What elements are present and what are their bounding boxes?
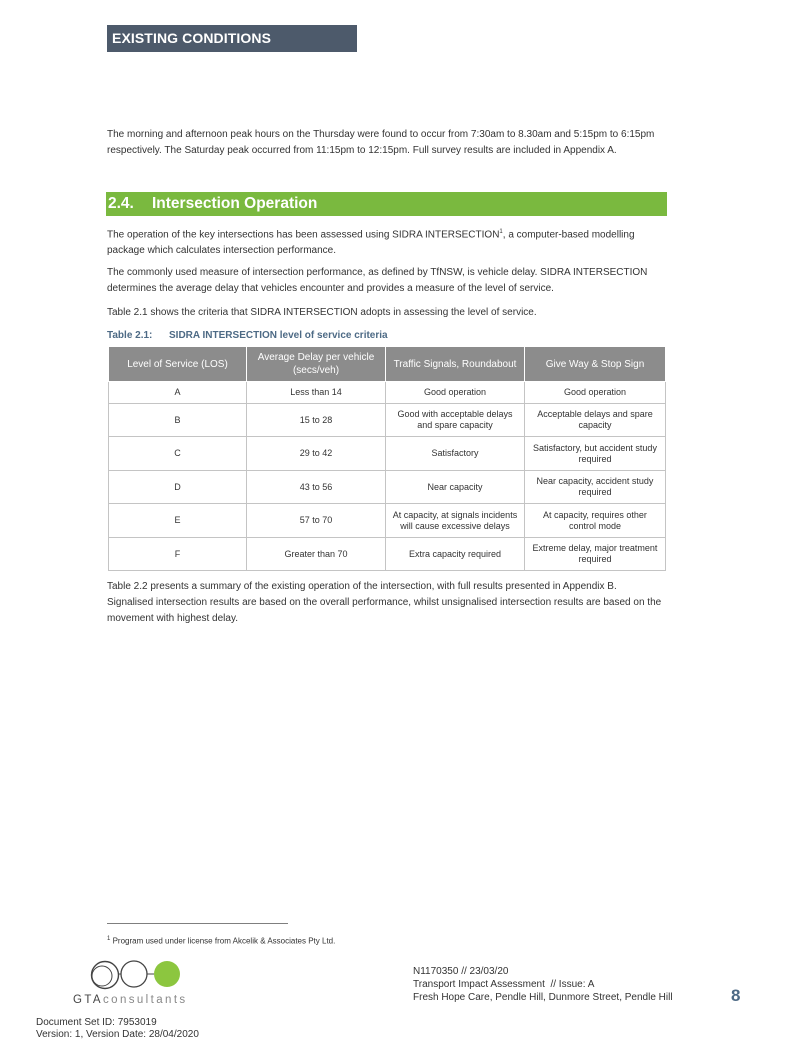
section-heading [106,192,667,216]
section-heading-number: 2.4. [108,195,134,212]
cell-los: B [109,404,247,437]
paragraph-sidra-operation [107,224,662,259]
logo-wordmark-light: consultants [103,994,188,1006]
logo-wordmark [73,994,188,1006]
footnote-reference[interactable]: 1 [499,229,503,235]
document-set-info [36,1017,199,1041]
cell-los: F [109,538,247,571]
cell-give-way: Extreme delay, major treatment required [525,538,666,571]
paragraph-summary: Table 2.2 presents a summary of the existing operation of the intersection, with full results presented in Appendix B. Signalised intersection results are based on the overall performance, whilst unsignalised intersection results are based on the movement with highest delay. [107,581,662,624]
table-row [109,504,666,538]
cell-delay: Less than 14 [247,382,386,404]
table-row [109,471,666,504]
cell-los: C [109,437,247,471]
table-row [109,382,666,404]
cell-los: A [109,382,247,404]
footnote-marker: 1 [107,936,111,942]
header-give-way: Give Way & Stop Sign [525,347,666,382]
table-row [109,437,666,471]
cell-delay: 15 to 28 [247,404,386,437]
cell-signals: Extra capacity required [386,538,525,571]
footnote [107,936,335,946]
page-number: 8 [731,986,741,1005]
header-average-delay: Average Delay per vehicle (secs/veh) [247,347,386,382]
cell-los: D [109,471,247,504]
logo-wordmark-bold: GTA [73,994,103,1006]
table-caption-title: SIDRA INTERSECTION level of service criteria [169,330,388,341]
cell-signals: At capacity, at signals incidents will cause excessive delays [386,504,525,538]
cell-signals: Good with acceptable delays and spare capacity [386,404,525,437]
header-traffic-signals: Traffic Signals, Roundabout [386,347,525,382]
cell-delay: Greater than 70 [247,538,386,571]
footer-document: Transport Impact Assessment // Issue: A [413,979,595,990]
cell-delay: 29 to 42 [247,437,386,471]
cell-delay: 57 to 70 [247,504,386,538]
los-criteria-table [108,346,666,571]
section-banner: EXISTING CONDITIONS [107,25,357,52]
footer-info [413,965,673,1004]
section-heading-title: Intersection Operation [152,195,318,212]
paragraph-table-reference: Table 2.1 shows the criteria that SIDRA INTERSECTION adopts in assessing the level of service. [107,307,537,318]
paragraph-vehicle-delay: The commonly used measure of intersection performance, as defined by TfNSW, is vehicle delay. SIDRA INTERSECTION determines the average delay that vehicles encounter and provides a measure of the level of service. [107,267,648,294]
cell-signals: Good operation [386,382,525,404]
intro-paragraph: The morning and afternoon peak hours on the Thursday were found to occur from 7:30am to 8.30am and 5:15pm to 6:15pm respectively. The Saturday peak occurred from 11:15pm to 12:15pm. Full survey results are included in Appendix A. [107,129,655,156]
header-los: Level of Service (LOS) [109,347,247,382]
cell-give-way: Satisfactory, but accident study required [525,437,666,471]
cell-los: E [109,504,247,538]
footnote-divider [107,923,288,924]
table-row [109,538,666,571]
cell-give-way: Acceptable delays and spare capacity [525,404,666,437]
document-version: Version: 1, Version Date: 28/04/2020 [36,1029,199,1040]
cell-give-way: At capacity, requires other control mode [525,504,666,538]
paragraph-text: , a computer-based modelling package which calculates intersection performance. [107,229,635,257]
footer-reference: N1170350 // 23/03/20 [413,966,509,977]
table-caption-number: Table 2.1: [107,330,153,341]
paragraph-text: The operation of the key intersections has been assessed using SIDRA INTERSECTION [107,229,500,241]
cell-give-way: Near capacity, accident study required [525,471,666,504]
cell-give-way: Good operation [525,382,666,404]
table-caption [107,330,388,341]
cell-signals: Satisfactory [386,437,525,471]
footnote-text: Program used under license from Akcelik & Associates Pty Ltd. [112,936,336,946]
document-set-id: Document Set ID: 7953019 [36,1017,157,1028]
table-header-row [109,347,666,382]
footer-project: Fresh Hope Care, Pendle Hill, Dunmore Street, Pendle Hill [413,992,673,1003]
cell-signals: Near capacity [386,471,525,504]
cell-delay: 43 to 56 [247,471,386,504]
table-row [109,404,666,437]
